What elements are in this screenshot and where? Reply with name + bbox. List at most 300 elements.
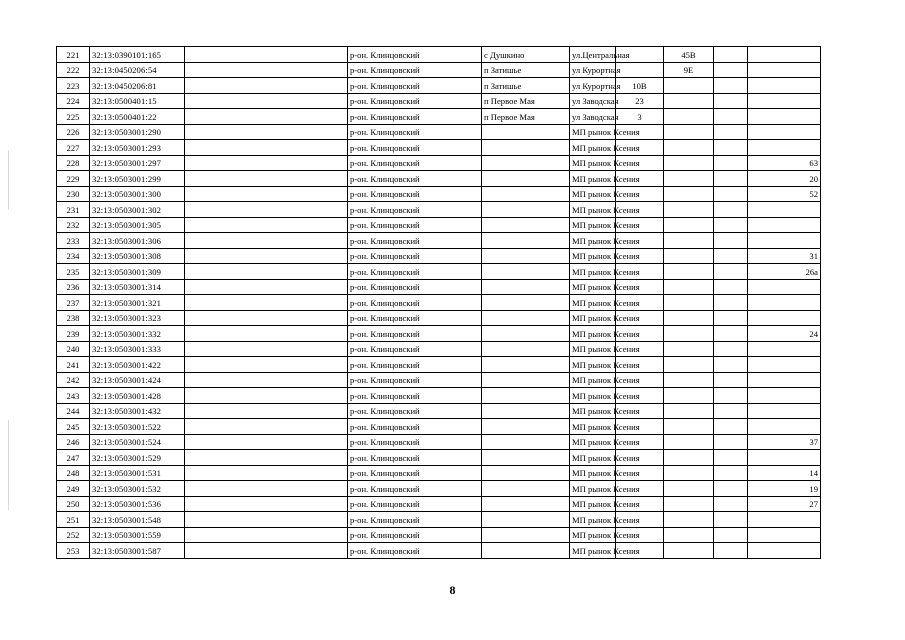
table-row [57, 481, 821, 497]
cadastral-number-cell: 32:13:0503001:321 [90, 295, 185, 311]
row-number-cell: 227 [57, 140, 90, 156]
table-row [57, 465, 821, 481]
empty-cell [714, 47, 748, 63]
district-cell: р-он. Клинцовский [348, 465, 482, 481]
empty-cell [185, 403, 348, 419]
cadastral-number-cell: 32:13:0503001:293 [90, 140, 185, 156]
building-number-cell [664, 109, 714, 125]
building-number-cell: 45В [664, 47, 714, 63]
empty-cell [185, 124, 348, 140]
room-number-cell: 14 [748, 465, 821, 481]
room-number-cell [748, 295, 821, 311]
room-number-cell [748, 47, 821, 63]
room-number-cell: 20 [748, 171, 821, 187]
empty-cell [714, 434, 748, 450]
empty-cell [714, 496, 748, 512]
building-number-cell [664, 233, 714, 249]
cadastral-number-cell: 32:13:0503001:532 [90, 481, 185, 497]
empty-cell [714, 450, 748, 466]
building-number-cell [664, 496, 714, 512]
empty-cell [714, 512, 748, 528]
building-number-cell [664, 357, 714, 373]
empty-cell [185, 357, 348, 373]
row-number-cell: 225 [57, 109, 90, 125]
building-number-cell [664, 372, 714, 388]
settlement-cell [482, 388, 570, 404]
row-number-cell: 248 [57, 465, 90, 481]
settlement-cell [482, 496, 570, 512]
house-number-cell: 23 [616, 93, 664, 109]
empty-cell [185, 140, 348, 156]
cadastral-number-cell: 32:13:0503001:300 [90, 186, 185, 202]
street-cell: МП рынок Ксения [570, 543, 616, 559]
table-row [57, 171, 821, 187]
street-cell: МП рынок Ксения [570, 496, 616, 512]
settlement-cell [482, 171, 570, 187]
room-number-cell [748, 202, 821, 218]
building-number-cell [664, 543, 714, 559]
row-number-cell: 242 [57, 372, 90, 388]
empty-cell [714, 202, 748, 218]
row-number-cell: 250 [57, 496, 90, 512]
empty-cell [714, 217, 748, 233]
street-cell: МП рынок Ксения [570, 419, 616, 435]
room-number-cell [748, 341, 821, 357]
cadastral-number-cell: 32:13:0503001:422 [90, 357, 185, 373]
street-cell: ул Курортная [570, 78, 616, 94]
settlement-cell [482, 233, 570, 249]
settlement-cell [482, 202, 570, 218]
cadastral-number-cell: 32:13:0503001:297 [90, 155, 185, 171]
district-cell: р-он. Клинцовский [348, 78, 482, 94]
room-number-cell: 52 [748, 186, 821, 202]
building-number-cell [664, 140, 714, 156]
house-number-cell: 3 [616, 109, 664, 125]
empty-cell [185, 62, 348, 78]
settlement-cell [482, 434, 570, 450]
district-cell: р-он. Клинцовский [348, 357, 482, 373]
district-cell: р-он. Клинцовский [348, 512, 482, 528]
district-cell: р-он. Клинцовский [348, 419, 482, 435]
row-number-cell: 232 [57, 217, 90, 233]
street-cell: МП рынок Ксения [570, 481, 616, 497]
table-row [57, 140, 821, 156]
room-number-cell [748, 217, 821, 233]
settlement-cell [482, 372, 570, 388]
row-number-cell: 239 [57, 326, 90, 342]
row-number-cell: 228 [57, 155, 90, 171]
empty-cell [185, 202, 348, 218]
empty-cell [185, 295, 348, 311]
empty-cell [714, 388, 748, 404]
building-number-cell [664, 326, 714, 342]
empty-cell [714, 124, 748, 140]
empty-cell [714, 140, 748, 156]
empty-cell [185, 186, 348, 202]
empty-cell [185, 310, 348, 326]
settlement-cell [482, 279, 570, 295]
district-cell: р-он. Клинцовский [348, 264, 482, 280]
street-cell: МП рынок Ксения [570, 341, 616, 357]
table-row [57, 527, 821, 543]
row-number-cell: 253 [57, 543, 90, 559]
scan-margin-mark [8, 420, 9, 510]
row-number-cell: 252 [57, 527, 90, 543]
empty-cell [714, 310, 748, 326]
empty-cell [714, 295, 748, 311]
settlement-cell [482, 217, 570, 233]
street-cell: ул Курортная [570, 62, 616, 78]
settlement-cell [482, 140, 570, 156]
settlement-cell [482, 465, 570, 481]
room-number-cell: 37 [748, 434, 821, 450]
district-cell: р-он. Клинцовский [348, 124, 482, 140]
room-number-cell [748, 109, 821, 125]
settlement-cell [482, 310, 570, 326]
district-cell: р-он. Клинцовский [348, 310, 482, 326]
street-cell: МП рынок Ксения [570, 450, 616, 466]
district-cell: р-он. Клинцовский [348, 217, 482, 233]
building-number-cell [664, 279, 714, 295]
street-cell: МП рынок Ксения [570, 124, 616, 140]
room-number-cell [748, 279, 821, 295]
street-cell: МП рынок Ксения [570, 295, 616, 311]
district-cell: р-он. Клинцовский [348, 233, 482, 249]
room-number-cell [748, 388, 821, 404]
street-cell: МП рынок Ксения [570, 279, 616, 295]
cadastral-number-cell: 32:13:0503001:290 [90, 124, 185, 140]
cadastral-number-cell: 32:13:0450206:81 [90, 78, 185, 94]
building-number-cell [664, 419, 714, 435]
empty-cell [714, 465, 748, 481]
empty-cell [714, 543, 748, 559]
cadastral-number-cell: 32:13:0503001:524 [90, 434, 185, 450]
street-cell: МП рынок Ксения [570, 403, 616, 419]
empty-cell [185, 155, 348, 171]
settlement-cell [482, 248, 570, 264]
district-cell: р-он. Клинцовский [348, 202, 482, 218]
street-cell: МП рынок Ксения [570, 171, 616, 187]
empty-cell [714, 527, 748, 543]
street-cell: МП рынок Ксения [570, 140, 616, 156]
table-row [57, 450, 821, 466]
settlement-cell: с Душкино [482, 47, 570, 63]
settlement-cell [482, 357, 570, 373]
row-number-cell: 229 [57, 171, 90, 187]
street-cell: МП рынок Ксения [570, 357, 616, 373]
empty-cell [185, 512, 348, 528]
street-cell: МП рынок Ксения [570, 233, 616, 249]
empty-cell [714, 171, 748, 187]
building-number-cell [664, 171, 714, 187]
settlement-cell [482, 512, 570, 528]
table-row [57, 155, 821, 171]
cadastral-number-cell: 32:13:0503001:432 [90, 403, 185, 419]
street-cell: МП рынок Ксения [570, 202, 616, 218]
empty-cell [714, 264, 748, 280]
row-number-cell: 224 [57, 93, 90, 109]
district-cell: р-он. Клинцовский [348, 62, 482, 78]
district-cell: р-он. Клинцовский [348, 155, 482, 171]
cadastral-number-cell: 32:13:0503001:323 [90, 310, 185, 326]
row-number-cell: 235 [57, 264, 90, 280]
settlement-cell [482, 403, 570, 419]
empty-cell [185, 93, 348, 109]
district-cell: р-он. Клинцовский [348, 186, 482, 202]
row-number-cell: 246 [57, 434, 90, 450]
cadastral-number-cell: 32:13:0503001:428 [90, 388, 185, 404]
building-number-cell [664, 450, 714, 466]
district-cell: р-он. Клинцовский [348, 543, 482, 559]
street-cell: МП рынок Ксения [570, 186, 616, 202]
district-cell: р-он. Клинцовский [348, 171, 482, 187]
row-number-cell: 222 [57, 62, 90, 78]
cadastral-number-cell: 32:13:0503001:531 [90, 465, 185, 481]
table-row [57, 310, 821, 326]
settlement-cell: п Первое Мая [482, 93, 570, 109]
empty-cell [714, 62, 748, 78]
street-cell: МП рынок Ксения [570, 155, 616, 171]
building-number-cell [664, 264, 714, 280]
cadastral-number-cell: 32:13:0503001:302 [90, 202, 185, 218]
empty-cell [185, 419, 348, 435]
cadastral-number-cell: 32:13:0503001:332 [90, 326, 185, 342]
empty-cell [185, 279, 348, 295]
district-cell: р-он. Клинцовский [348, 326, 482, 342]
room-number-cell: 31 [748, 248, 821, 264]
district-cell: р-он. Клинцовский [348, 341, 482, 357]
room-number-cell [748, 403, 821, 419]
empty-cell [714, 279, 748, 295]
street-cell: МП рынок Ксения [570, 217, 616, 233]
street-cell: ул Заводская [570, 109, 616, 125]
empty-cell [714, 326, 748, 342]
empty-cell [714, 93, 748, 109]
row-number-cell: 249 [57, 481, 90, 497]
street-cell: МП рынок Ксения [570, 465, 616, 481]
empty-cell [185, 372, 348, 388]
table-row [57, 109, 821, 125]
district-cell: р-он. Клинцовский [348, 372, 482, 388]
settlement-cell [482, 450, 570, 466]
district-cell: р-он. Клинцовский [348, 47, 482, 63]
empty-cell [185, 264, 348, 280]
room-number-cell: 26а [748, 264, 821, 280]
street-cell: ул.Центральная [570, 47, 616, 63]
empty-cell [714, 403, 748, 419]
room-number-cell [748, 419, 821, 435]
empty-cell [714, 155, 748, 171]
empty-cell [185, 527, 348, 543]
building-number-cell [664, 78, 714, 94]
table-row [57, 78, 821, 94]
room-number-cell [748, 233, 821, 249]
building-number-cell [664, 465, 714, 481]
table-row [57, 124, 821, 140]
row-number-cell: 247 [57, 450, 90, 466]
empty-cell [714, 78, 748, 94]
settlement-cell: п Затишье [482, 78, 570, 94]
cadastral-number-cell: 32:13:0450206:54 [90, 62, 185, 78]
building-number-cell [664, 295, 714, 311]
row-number-cell: 251 [57, 512, 90, 528]
room-number-cell [748, 543, 821, 559]
row-number-cell: 237 [57, 295, 90, 311]
room-number-cell [748, 357, 821, 373]
cadastral-number-cell: 32:13:0503001:559 [90, 527, 185, 543]
building-number-cell [664, 186, 714, 202]
house-number-cell: 10В [616, 78, 664, 94]
empty-cell [185, 217, 348, 233]
page-number: 8 [449, 583, 456, 597]
cadastral-number-cell: 32:13:0503001:333 [90, 341, 185, 357]
empty-cell [185, 543, 348, 559]
table-row [57, 512, 821, 528]
settlement-cell: п Затишье [482, 62, 570, 78]
street-cell: МП рынок Ксения [570, 372, 616, 388]
building-number-cell [664, 217, 714, 233]
building-number-cell [664, 155, 714, 171]
settlement-cell [482, 326, 570, 342]
empty-cell [714, 186, 748, 202]
empty-cell [714, 341, 748, 357]
row-number-cell: 226 [57, 124, 90, 140]
empty-cell [714, 481, 748, 497]
row-number-cell: 236 [57, 279, 90, 295]
empty-cell [185, 109, 348, 125]
street-cell: МП рынок Ксения [570, 248, 616, 264]
settlement-cell [482, 264, 570, 280]
cadastral-number-cell: 32:13:0503001:299 [90, 171, 185, 187]
building-number-cell [664, 248, 714, 264]
table-row [57, 295, 821, 311]
table-row [57, 62, 821, 78]
cadastral-number-cell: 32:13:0503001:305 [90, 217, 185, 233]
room-number-cell: 63 [748, 155, 821, 171]
empty-cell [185, 78, 348, 94]
empty-cell [185, 341, 348, 357]
building-number-cell [664, 527, 714, 543]
district-cell: р-он. Клинцовский [348, 279, 482, 295]
settlement-cell [482, 527, 570, 543]
cadastral-number-cell: 32:13:0503001:306 [90, 233, 185, 249]
empty-cell [185, 47, 348, 63]
row-number-cell: 240 [57, 341, 90, 357]
district-cell: р-он. Клинцовский [348, 295, 482, 311]
district-cell: р-он. Клинцовский [348, 109, 482, 125]
settlement-cell [482, 186, 570, 202]
settlement-cell: п Первое Мая [482, 109, 570, 125]
row-number-cell: 244 [57, 403, 90, 419]
room-number-cell: 19 [748, 481, 821, 497]
empty-cell [185, 388, 348, 404]
building-number-cell [664, 512, 714, 528]
room-number-cell [748, 512, 821, 528]
table-row [57, 248, 821, 264]
table-row [57, 93, 821, 109]
room-number-cell: 24 [748, 326, 821, 342]
room-number-cell: 27 [748, 496, 821, 512]
building-number-cell: 9Е [664, 62, 714, 78]
settlement-cell [482, 543, 570, 559]
room-number-cell [748, 78, 821, 94]
row-number-cell: 221 [57, 47, 90, 63]
cadastral-number-cell: 32:13:0503001:587 [90, 543, 185, 559]
empty-cell [714, 109, 748, 125]
street-cell: МП рынок Ксения [570, 264, 616, 280]
street-cell: ул Заводская [570, 93, 616, 109]
settlement-cell [482, 341, 570, 357]
empty-cell [185, 496, 348, 512]
empty-cell [714, 357, 748, 373]
table-row [57, 326, 821, 342]
empty-cell [185, 233, 348, 249]
building-number-cell [664, 93, 714, 109]
cadastral-number-cell: 32:13:0390101:165 [90, 47, 185, 63]
building-number-cell [664, 310, 714, 326]
empty-cell [714, 233, 748, 249]
row-number-cell: 234 [57, 248, 90, 264]
settlement-cell [482, 155, 570, 171]
empty-cell [185, 481, 348, 497]
row-number-cell: 230 [57, 186, 90, 202]
street-cell: МП рынок Ксения [570, 310, 616, 326]
empty-cell [185, 465, 348, 481]
empty-cell [714, 372, 748, 388]
property-registry-table [56, 46, 821, 559]
street-cell: МП рынок Ксения [570, 434, 616, 450]
table-row [57, 388, 821, 404]
building-number-cell [664, 341, 714, 357]
row-number-cell: 245 [57, 419, 90, 435]
table-row [57, 186, 821, 202]
district-cell: р-он. Клинцовский [348, 93, 482, 109]
row-number-cell: 241 [57, 357, 90, 373]
district-cell: р-он. Клинцовский [348, 434, 482, 450]
cadastral-number-cell: 32:13:0503001:424 [90, 372, 185, 388]
room-number-cell [748, 93, 821, 109]
row-number-cell: 243 [57, 388, 90, 404]
table-row [57, 434, 821, 450]
empty-cell [714, 248, 748, 264]
empty-cell [185, 171, 348, 187]
empty-cell [185, 326, 348, 342]
room-number-cell [748, 140, 821, 156]
table-row [57, 217, 821, 233]
settlement-cell [482, 295, 570, 311]
street-cell: МП рынок Ксения [570, 388, 616, 404]
cadastral-number-cell: 32:13:0503001:536 [90, 496, 185, 512]
table-row [57, 496, 821, 512]
street-cell: МП рынок Ксения [570, 527, 616, 543]
district-cell: р-он. Клинцовский [348, 496, 482, 512]
table-row [57, 372, 821, 388]
settlement-cell [482, 124, 570, 140]
table-row [57, 419, 821, 435]
building-number-cell [664, 481, 714, 497]
district-cell: р-он. Клинцовский [348, 450, 482, 466]
room-number-cell [748, 527, 821, 543]
street-cell: МП рынок Ксения [570, 326, 616, 342]
room-number-cell [748, 372, 821, 388]
settlement-cell [482, 419, 570, 435]
room-number-cell [748, 310, 821, 326]
district-cell: р-он. Клинцовский [348, 140, 482, 156]
room-number-cell [748, 450, 821, 466]
district-cell: р-он. Клинцовский [348, 248, 482, 264]
street-cell: МП рынок Ксения [570, 512, 616, 528]
table-row [57, 357, 821, 373]
